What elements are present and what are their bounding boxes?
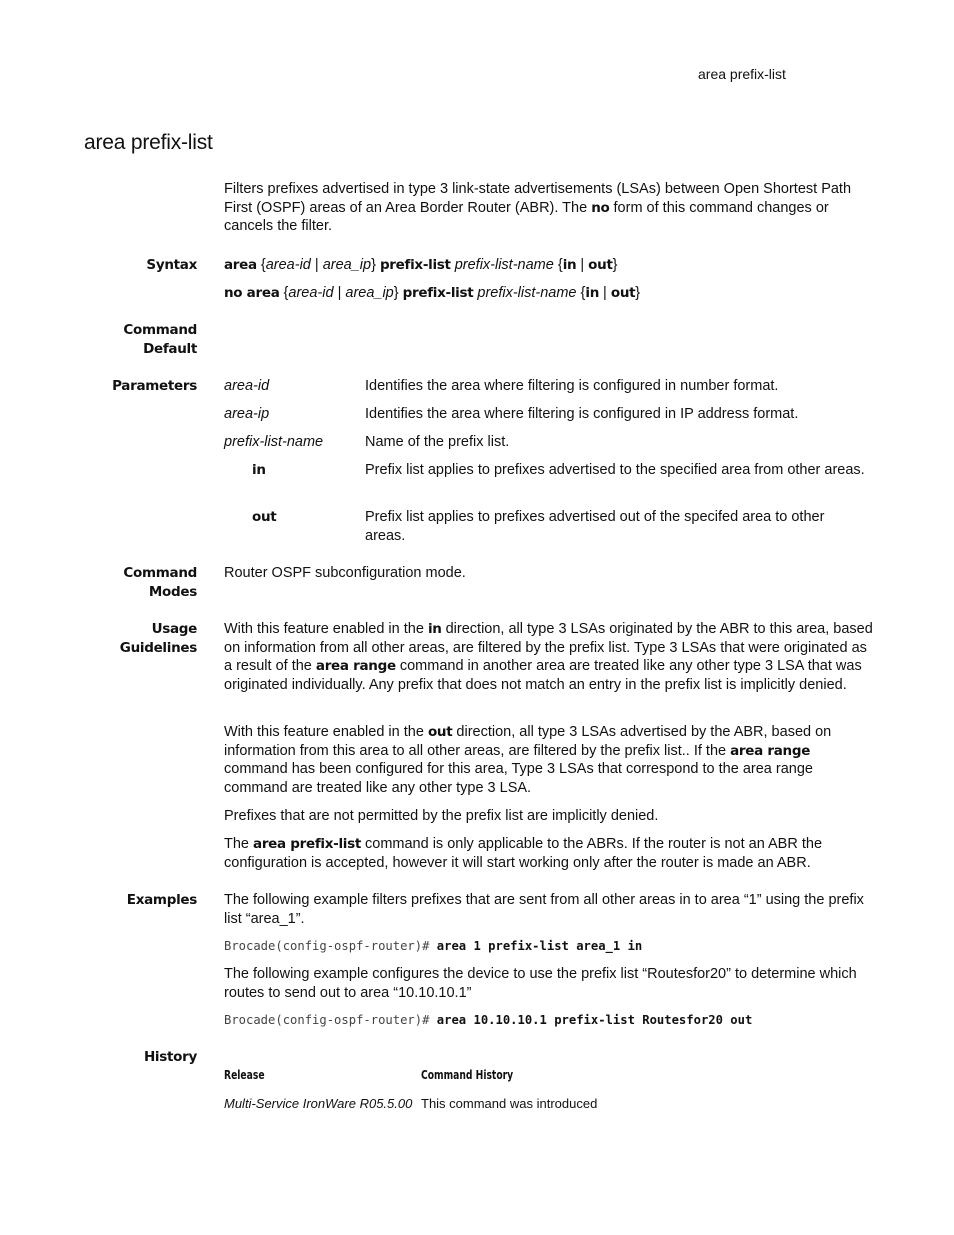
- history-release-cell: Multi-Service IronWare R05.5.00: [224, 1096, 413, 1111]
- command-modes-text: Router OSPF subconfiguration mode.: [224, 565, 466, 581]
- command-default-label: Command Default: [123, 322, 197, 357]
- history-note-cell: This command was introduced: [421, 1096, 598, 1111]
- history-label: History: [143, 1049, 197, 1065]
- usage-guidelines-label: Usage Guidelines: [119, 621, 197, 656]
- param-desc: Prefix list applies to prefixes advertised out of the specifed area to other areas.: [365, 509, 825, 544]
- example-2-code: Brocade(config-ospf-router)# area 10.10.10.1 prefix-list Routesfor20 out: [224, 1013, 753, 1027]
- usage-paragraph-3: Prefixes that are not permitted by the prefix list are implicitly denied.: [224, 808, 659, 824]
- usage-paragraph-2: With this feature enabled in the out direction, all type 3 LSAs advertised by the ABR, based on information from this area to all other areas, are filtered by the prefix list.. If the area range command has been configured for this area, Type 3 LSAs that correspond to the area range command are treated like any other type 3 LSA.: [224, 724, 832, 796]
- intro-paragraph: Filters prefixes advertised in type 3 link-state advertisements (LSAs) between Open Shortest Path First (OSPF) areas of an Area Border Router (ABR). The no form of this command changes or cancels the filter.: [224, 181, 852, 235]
- param-name: out: [252, 509, 277, 525]
- syntax-line-2: no area {area-id | area_ip} prefix-list prefix-list-name {in | out}: [224, 285, 641, 301]
- running-header: area prefix-list: [698, 66, 786, 82]
- param-name: prefix-list-name: [224, 434, 324, 450]
- param-name: in: [252, 462, 266, 478]
- param-name: area-id: [224, 378, 270, 394]
- page-title: area prefix-list: [84, 131, 213, 154]
- param-name: area-ip: [224, 406, 270, 422]
- syntax-line-1: area {area-id | area_ip} prefix-list prefix-list-name {in | out}: [224, 257, 618, 273]
- param-desc: Identifies the area where filtering is configured in IP address format.: [365, 406, 799, 422]
- usage-paragraph-4: The area prefix-list command is only applicable to the ABRs. If the router is not an ABR the configuration is accepted, however it will start working only after the router is made an ABR.: [224, 836, 823, 871]
- command-modes-label: Command Modes: [123, 565, 197, 600]
- param-desc: Prefix list applies to prefixes advertised to the specified area from other areas.: [365, 462, 865, 478]
- example-1-code: Brocade(config-ospf-router)# area 1 prefix-list area_1 in: [224, 939, 643, 953]
- parameters-label: Parameters: [112, 378, 197, 394]
- history-col-release: Release: [224, 1068, 265, 1082]
- param-desc: Name of the prefix list.: [365, 434, 510, 450]
- example-1-text: The following example filters prefixes that are sent from all other areas in to area “1” using the prefix list “area_1”.: [224, 892, 864, 927]
- history-col-command-history: Command History: [421, 1068, 514, 1082]
- param-desc: Identifies the area where filtering is configured in number format.: [365, 378, 779, 394]
- example-2-text: The following example configures the device to use the prefix list “Routesfor20” to determine which routes to send out to area “10.10.10.1”: [224, 966, 857, 1001]
- usage-paragraph-1: With this feature enabled in the in direction, all type 3 LSAs originated by the ABR to this area, based on information from all other areas, are filtered by the prefix list. Type 3 LSAs that were originated as a result of the area range command in another area are treated like any other type 3 LSA that was originated individually. Any prefix that does not match an entry in the prefix list is implicitly denied.: [224, 621, 873, 693]
- examples-label: Examples: [126, 892, 197, 908]
- syntax-label: Syntax: [146, 257, 197, 273]
